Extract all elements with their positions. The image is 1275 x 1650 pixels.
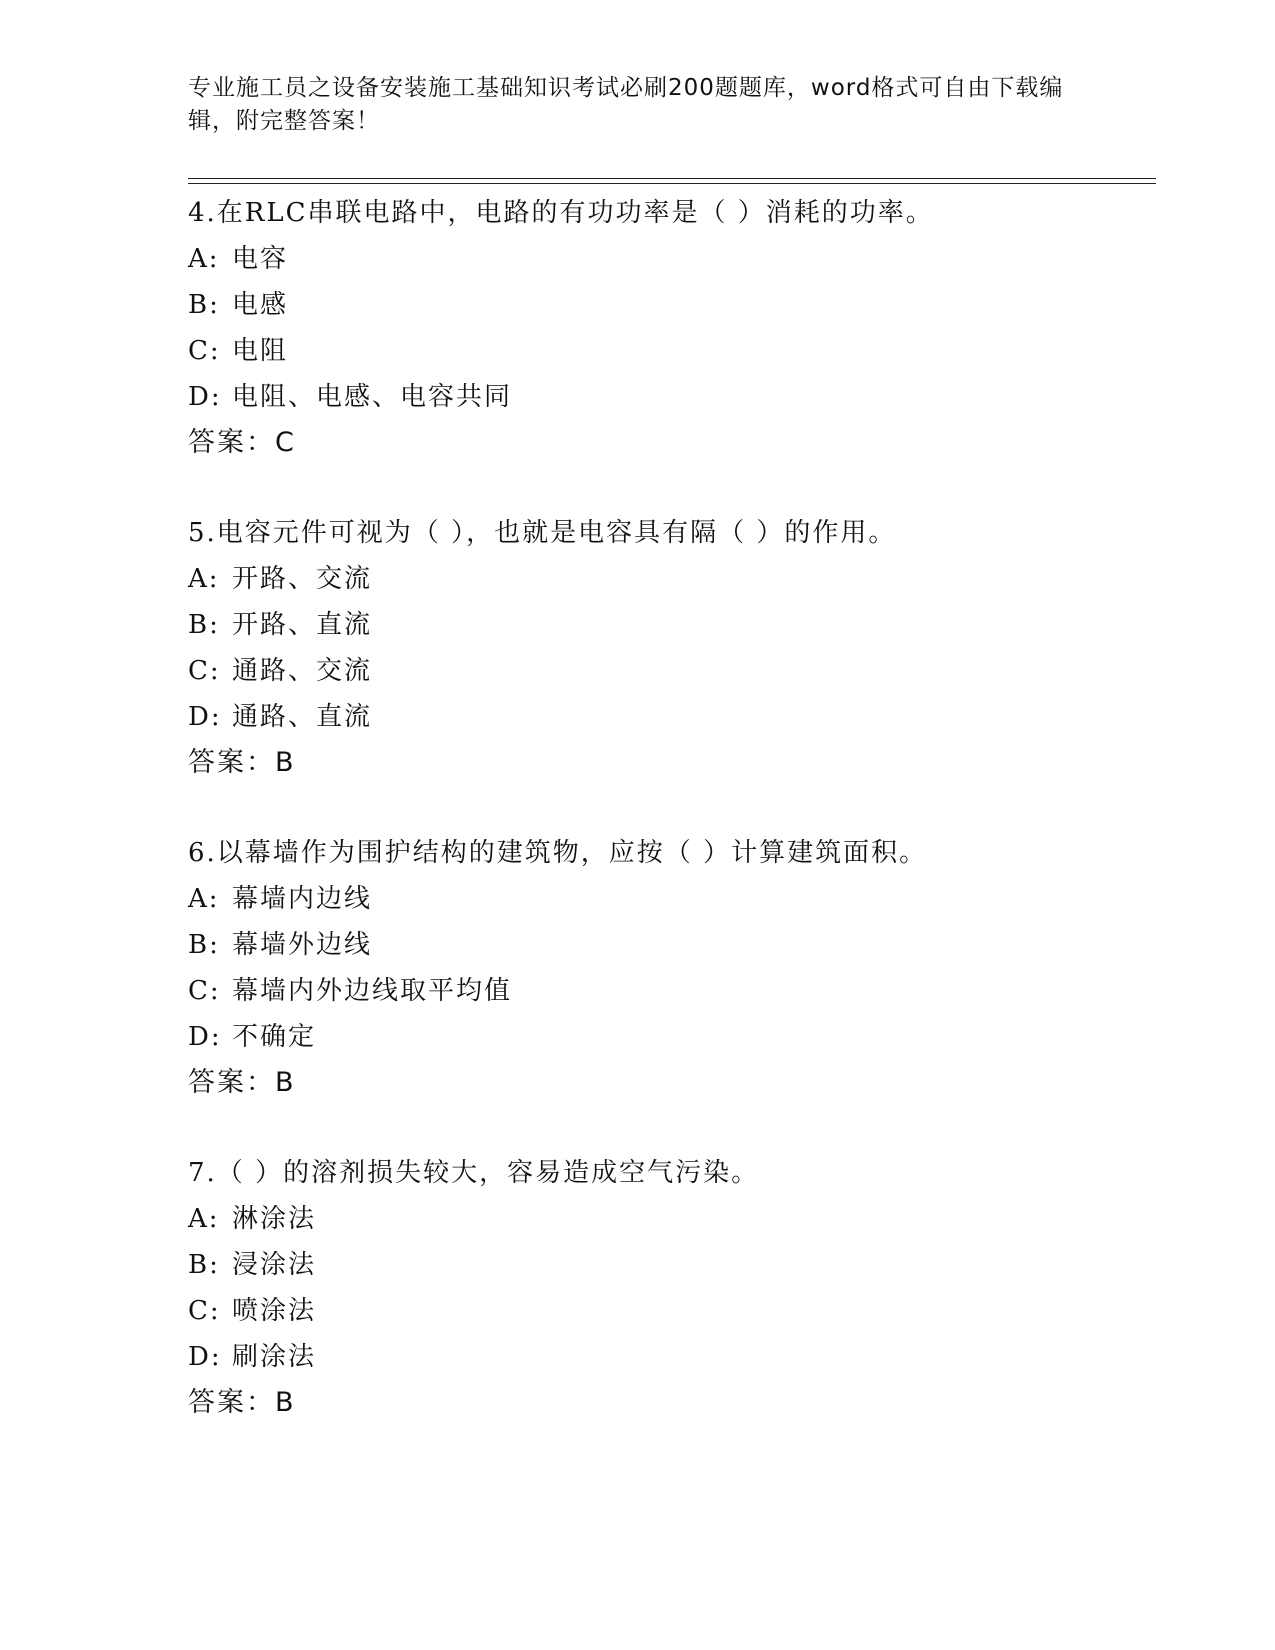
option-letter: D: — [188, 702, 222, 732]
option-letter: A: — [188, 244, 220, 274]
option-d — [188, 1014, 1156, 1060]
document-header — [188, 72, 1068, 138]
header-divider-top — [188, 178, 1156, 179]
option-d — [188, 1334, 1156, 1380]
option-letter: D: — [188, 1022, 222, 1052]
option-text: 电容 — [232, 244, 289, 274]
question-4 — [188, 190, 1156, 510]
option-a — [188, 876, 1156, 922]
option-letter: B: — [188, 290, 220, 320]
option-letter: D: — [188, 382, 222, 412]
option-letter: C: — [188, 976, 221, 1006]
option-letter: B: — [188, 1250, 220, 1280]
option-b — [188, 602, 1156, 648]
option-text: 开路、交流 — [232, 564, 373, 594]
option-text: 通路、交流 — [232, 656, 373, 686]
answer-line: 答案：B — [188, 1067, 296, 1098]
question-list — [188, 190, 1156, 1470]
question-stem: 6.以幕墙作为围护结构的建筑物，应按（ ）计算建筑面积。 — [188, 838, 928, 868]
option-text: 幕墙内外边线取平均值 — [232, 976, 513, 1006]
option-text: 通路、直流 — [232, 702, 373, 732]
question-stem: 5.电容元件可视为（ ），也就是电容具有隔（ ）的作用。 — [188, 518, 897, 548]
option-letter: A: — [188, 564, 220, 594]
option-a — [188, 236, 1156, 282]
option-d — [188, 374, 1156, 420]
question-7 — [188, 1150, 1156, 1470]
option-text: 幕墙外边线 — [232, 930, 373, 960]
option-letter: C: — [188, 656, 221, 686]
option-text: 电感 — [232, 290, 289, 320]
option-a — [188, 1196, 1156, 1242]
option-c — [188, 1288, 1156, 1334]
option-c — [188, 328, 1156, 374]
header-divider-bottom — [188, 183, 1156, 184]
option-text: 刷涂法 — [232, 1342, 317, 1372]
question-stem: 4.在RLC串联电路中，电路的有功功率是（ ）消耗的功率。 — [188, 198, 934, 228]
option-letter: A: — [188, 884, 220, 914]
option-text: 浸涂法 — [232, 1250, 317, 1280]
option-letter: B: — [188, 930, 220, 960]
option-text: 不确定 — [232, 1022, 317, 1052]
option-text: 淋涂法 — [232, 1204, 317, 1234]
option-letter: B: — [188, 610, 220, 640]
option-c — [188, 648, 1156, 694]
option-letter: D: — [188, 1342, 222, 1372]
option-text: 电阻 — [232, 336, 289, 366]
answer-line: 答案：B — [188, 747, 296, 778]
option-d — [188, 694, 1156, 740]
option-b — [188, 922, 1156, 968]
question-5 — [188, 510, 1156, 830]
option-letter: A: — [188, 1204, 220, 1234]
option-text: 喷涂法 — [232, 1296, 317, 1326]
document-title: 专业施工员之设备安装施工基础知识考试必刷200题题库，word格式可自由下载编辑，附完整答案！ — [188, 75, 1064, 134]
option-b — [188, 282, 1156, 328]
option-b — [188, 1242, 1156, 1288]
question-6 — [188, 830, 1156, 1150]
option-text: 幕墙内边线 — [232, 884, 373, 914]
option-letter: C: — [188, 1296, 221, 1326]
question-stem: 7.（ ）的溶剂损失较大，容易造成空气污染。 — [188, 1158, 760, 1188]
answer-line: 答案：B — [188, 1387, 296, 1418]
option-c — [188, 968, 1156, 1014]
option-letter: C: — [188, 336, 221, 366]
answer-line: 答案：C — [188, 427, 296, 458]
option-text: 开路、直流 — [232, 610, 373, 640]
option-text: 电阻、电感、电容共同 — [232, 382, 513, 412]
option-a — [188, 556, 1156, 602]
